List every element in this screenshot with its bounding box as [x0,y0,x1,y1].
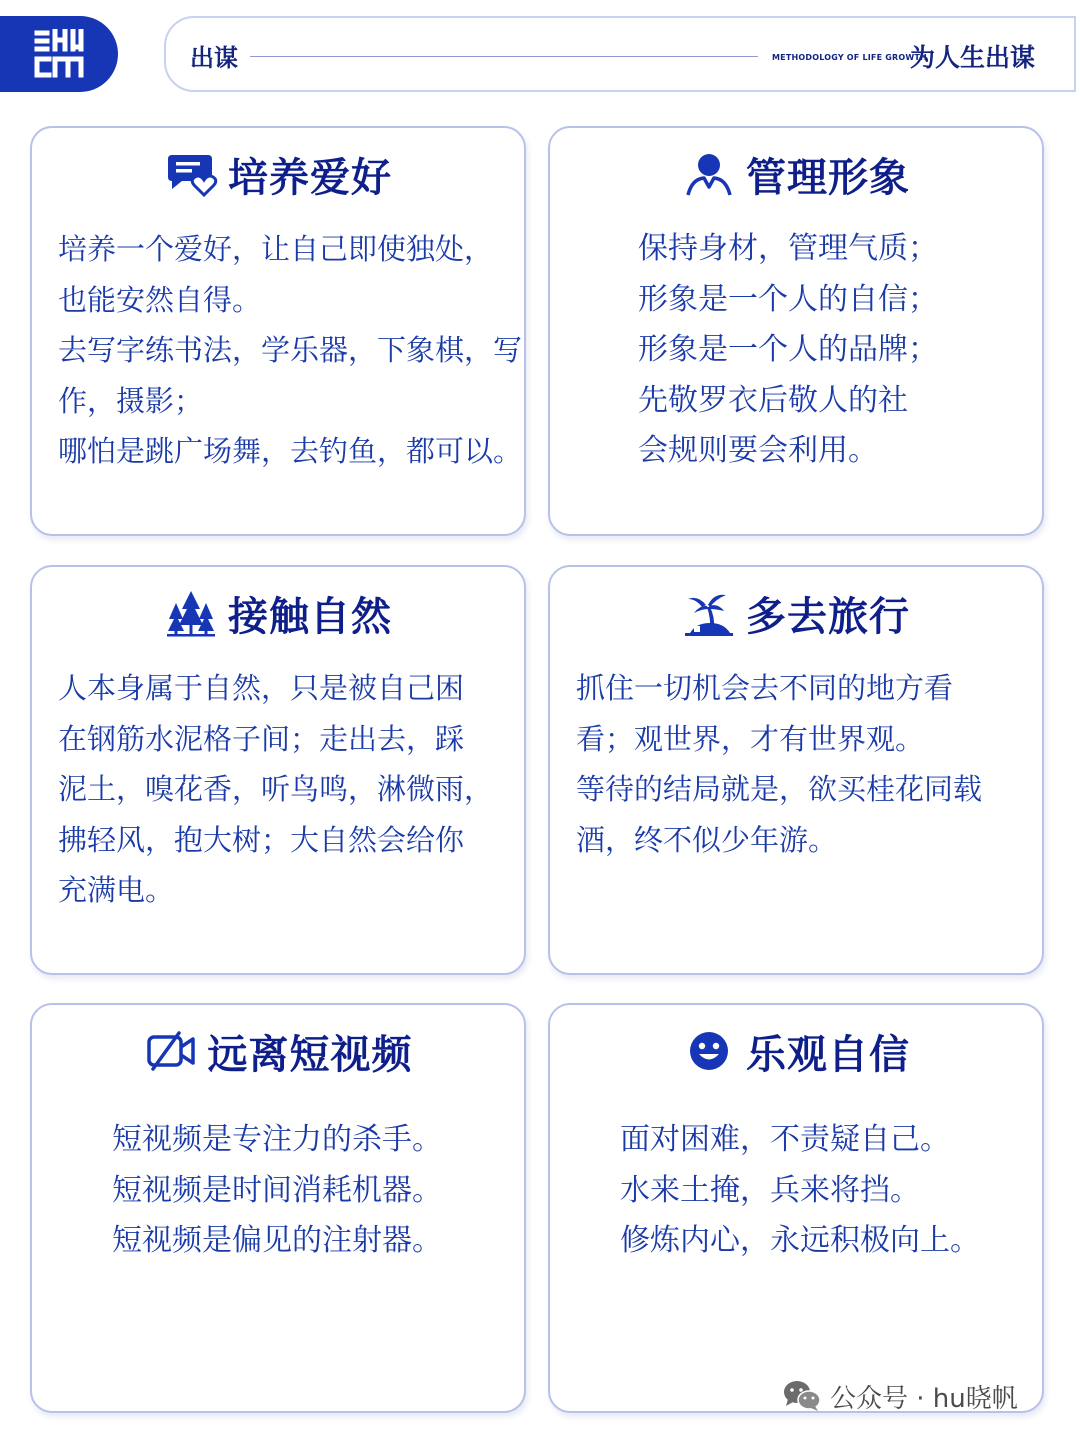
wechat-icon [782,1379,822,1413]
card-text-line: 去写字练书法，学乐器，下象棋，写 [58,333,523,367]
card-text-line: 泥土，嗅花香，听鸟鸣，淋微雨， [58,772,494,806]
card-text-line: 形象是一个人的品牌； [638,332,938,367]
card-text-line: 在钢筋水泥格子间；走出去，踩 [58,721,465,756]
card-title: 乐观自信 [746,1031,910,1078]
header-divider-line [250,56,758,57]
card-text-line: 拂轻风，抱大树；大自然会给你 [58,822,465,857]
brand-logo-icon [33,29,85,79]
card-title-row [32,585,524,641]
card-title-row [550,146,1042,202]
card-text-line: 先敬罗衣后敬人的社 [638,382,908,418]
card-title-row [550,585,1042,641]
card-title-row [32,1023,524,1079]
card-text-line: 抓住一切机会去不同的地方看 [576,671,954,705]
card-text-line: 保持身材，管理气质； [638,231,938,266]
card-text-line: 形象是一个人的自信； [638,281,938,317]
header-subtitle: METHODOLOGY OF LIFE GROWTH [772,53,927,62]
brand-logo-tab [0,16,118,92]
person-icon [682,150,736,198]
card-text-line: 短视频是专注力的杀手。 [112,1122,442,1157]
palm-island-icon [682,589,736,637]
card-body [620,1115,980,1267]
card-body [58,663,493,916]
card-text-line: 培养一个爱好，让自己即使独处， [58,232,494,266]
hobby-chat-heart-icon [164,150,218,198]
watermark-text: 公众号 · hu晓帆 [830,1383,1018,1414]
card-title: 管理形象 [746,154,910,201]
card-body [576,663,982,865]
card-text-line: 充满电。 [58,873,175,907]
card-short-video [30,1003,526,1413]
card-text-line: 等待的结局就是，欲买桂花同载 [576,772,983,806]
card-text-line: 面对困难，不责疑自己。 [620,1122,950,1157]
card-text-line: 酒，终不似少年游。 [576,822,838,857]
card-text-line: 作，摄影； [58,383,204,418]
card-text-line: 哪怕是跳广场舞，去钓鱼，都可以。 [58,434,523,468]
card-title: 接触自然 [228,593,392,640]
card-title: 培养爱好 [228,154,392,201]
smiley-icon [682,1027,736,1075]
card-body [112,1115,442,1267]
watermark [782,1374,1018,1418]
card-title-row [550,1023,1042,1079]
card-title: 远离短视频 [207,1031,413,1078]
card-text-line: 短视频是偏见的注射器。 [112,1223,442,1258]
video-off-icon [144,1027,198,1075]
card-title-row [32,146,524,202]
forest-icon [164,589,218,637]
card-nature [30,565,526,975]
card-body [58,224,522,477]
card-text-line: 人本身属于自然，只是被自己困 [58,671,465,705]
card-text-line: 看；观世界，才有世界观。 [576,721,925,756]
card-title: 多去旅行 [746,593,910,640]
card-text-line: 也能安然自得。 [58,282,262,317]
card-text-line: 修炼内心，永远积极向上。 [620,1223,980,1258]
card-text-line: 会规则要会利用。 [638,433,878,468]
header-title-right: 为人生出谋 [910,43,1036,72]
card-hobby [30,126,526,536]
card-body [638,224,938,477]
header-bar [164,16,1076,92]
card-text-line: 短视频是时间消耗机器。 [112,1172,442,1208]
card-optimism [548,1003,1044,1413]
card-text-line: 水来土掩，兵来将挡。 [620,1172,920,1208]
card-image [548,126,1044,536]
card-travel [548,565,1044,975]
header-title-left: 出谋 [190,44,238,72]
